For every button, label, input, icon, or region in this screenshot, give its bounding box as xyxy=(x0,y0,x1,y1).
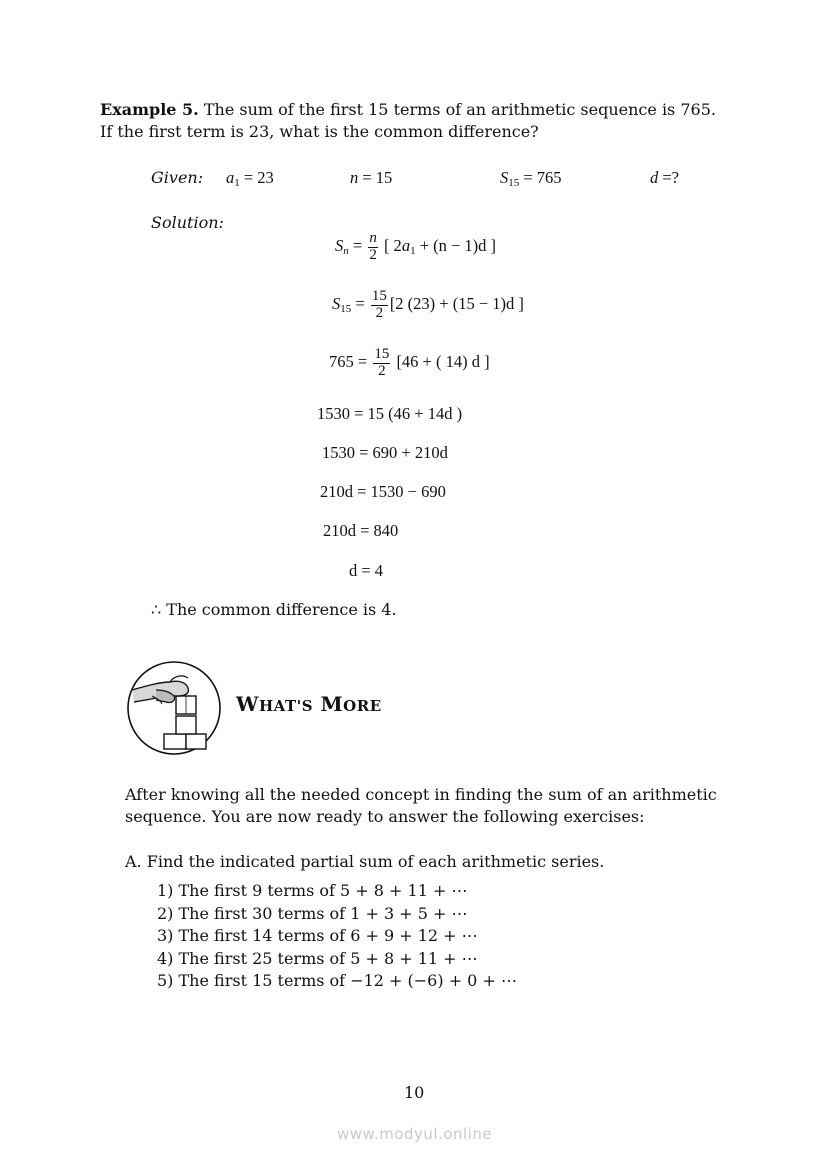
given-s15: $S_{15} = 765$ xyxy=(500,168,562,189)
given-label: Given: xyxy=(151,168,204,187)
example-label: Example 5. xyxy=(100,100,199,119)
solution-label: Solution: xyxy=(151,213,224,232)
step-7: 210d = 840 xyxy=(323,521,399,540)
step-6: 210d = 1530 − 690 xyxy=(320,482,446,501)
step-4: 1530 = 15 (46 + 14d ) xyxy=(317,404,463,423)
list-item: 4) The first 25 terms of 5 + 8 + 11 + ⋯ xyxy=(157,948,478,968)
hand-stacking-blocks-icon xyxy=(126,660,222,756)
example-line2: If the first term is 23, what is the common difference? xyxy=(100,122,539,141)
list-item: 3) The first 14 terms of 6 + 9 + 12 + ⋯ xyxy=(157,926,478,945)
section-title: WHAT'S MORE xyxy=(236,692,382,716)
list-item: 5) The first 15 terms of −12 + (−6) + 0 + ⋯ xyxy=(157,971,517,990)
step-5: 1530 = 690 + 210d xyxy=(322,443,448,462)
part-a-label: A. Find the indicated partial sum of each arithmetic series. xyxy=(125,852,605,871)
watermark: www.modyul.online xyxy=(337,1125,493,1143)
step-8: d = 4 xyxy=(349,561,384,580)
example-line1: The sum of the first 15 terms of an arithmetic sequence is 765. xyxy=(198,100,716,119)
given-a1: $a_1 = 23$ xyxy=(226,168,274,189)
exercise-list xyxy=(157,880,517,993)
list-item: 1) The first 9 terms of 5 + 8 + 11 + ⋯ xyxy=(157,881,468,900)
page-number: 10 xyxy=(404,1083,425,1102)
given-d: d =? xyxy=(650,168,680,187)
step-3: 765 = $\frac{15}{2}$ [46 + ( 14) d ] xyxy=(329,346,490,379)
conclusion: ∴ The common difference is 4. xyxy=(151,600,397,619)
intro-line2: sequence. You are now ready to answer the following exercises: xyxy=(125,807,645,826)
step-2: $S_{15}$ = $\frac{15}{2}$ [2 (23) + (15 − 1)d ] xyxy=(332,288,524,321)
intro-line1: After knowing all the needed concept in finding the sum of an arithmetic xyxy=(125,785,717,804)
example-statement xyxy=(100,100,716,119)
step-1: $S_n$ = $\frac{n}{2}$ [ $2a_1 + (n - 1)d$ ] xyxy=(335,230,497,263)
given-n: n = 15 xyxy=(350,168,393,187)
list-item: 2) The first 30 terms of 1 + 3 + 5 + ⋯ xyxy=(157,903,468,923)
